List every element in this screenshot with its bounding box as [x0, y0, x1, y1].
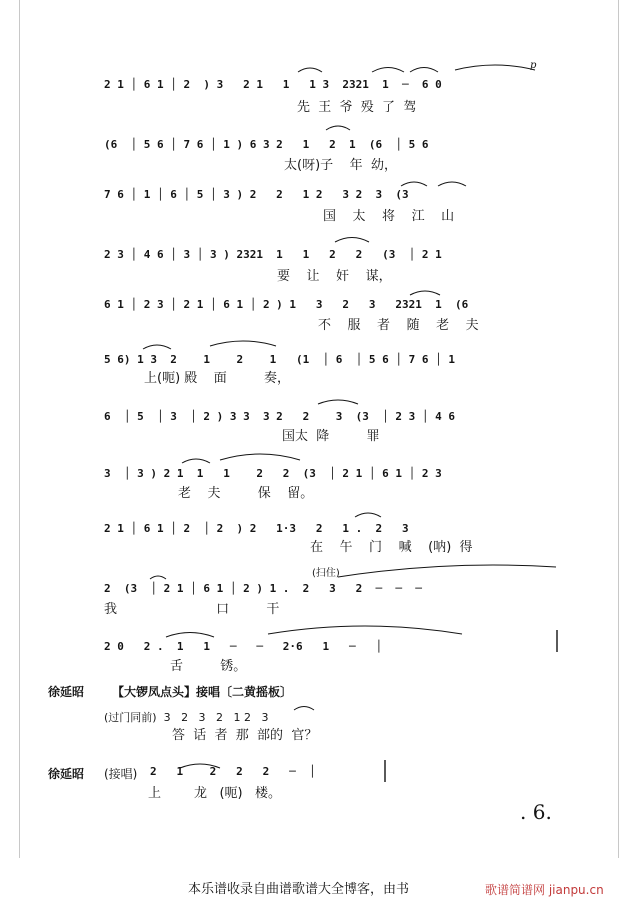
notation-row: (6 │ 5 6 │ 7 6 │ 1 ) 6 3 2 1 2 1 (6 │ 5 6: [104, 138, 429, 151]
dynamic-mark: p: [530, 60, 537, 71]
notation-row: 2 1 │ 6 1 │ 2 ) 3 2 1 1 1 3 2321 1 ─ 6 0: [104, 78, 442, 91]
lyrics-row: 上 龙 (呃) 楼。: [148, 786, 281, 801]
notation-row: 3 │ 3 ) 2 1 1 1 2 2 (3 │ 2 1 │ 6 1 │ 2 3: [104, 467, 442, 480]
slur: [455, 65, 535, 70]
slur: [143, 345, 171, 349]
slur: [298, 68, 322, 72]
notation-row: 2 1 │ 6 1 │ 2 │ 2 ) 2 1·3 2 1 . 2 3: [104, 522, 409, 535]
line-instruction: (接唱): [104, 767, 138, 781]
slur: [150, 576, 166, 579]
slur: [166, 633, 214, 638]
slur: [410, 291, 440, 295]
slur: [410, 68, 438, 73]
slur: [335, 238, 369, 243]
notation-row: 2 1 2 2 2 ─ │: [150, 765, 316, 778]
section-instruction: 【大锣凤点头】接唱〔二黄摇板〕: [112, 685, 293, 699]
slur: [338, 565, 556, 577]
notation-row: 7 6 │ 1 │ 6 │ 5 │ 3 ) 2 2 1 2 3 2 3 (3: [104, 188, 409, 201]
footer-text: 本乐谱收录自曲谱歌谱大全博客，由书: [188, 882, 410, 897]
lyrics-row: 上(呃) 殿 面 奏，: [144, 371, 290, 386]
notation-row: 5 6) 1 3 2 1 2 1 (1 │ 6 │ 5 6 │ 7 6 │ 1: [104, 353, 455, 366]
lyrics-row: 要 让 奸 谋，: [277, 269, 392, 284]
slur: [372, 68, 404, 73]
lyrics-row: 国 太 将 江 山: [323, 209, 455, 224]
lyrics-row: 我 口 干: [104, 602, 280, 617]
slur: [180, 764, 220, 768]
slur: [355, 513, 381, 517]
notation-row: (过门同前) 3 2 3 2 1 2 3: [104, 711, 269, 724]
lyrics-row: 老 夫 保 留。: [178, 486, 314, 501]
slur: [210, 341, 276, 346]
notation-row: 2 3 │ 4 6 │ 3 │ 3 ) 2321 1 1 2 2 (3 │ 2 1: [104, 248, 442, 261]
notation-row: 2 0 2 . 1 1 ─ ─ 2·6 1 ─ │: [104, 640, 383, 653]
slur: [268, 626, 462, 634]
lyrics-row: 不 服 者 随 老 夫: [318, 318, 479, 333]
slur: [401, 182, 427, 186]
lyrics-row: 国太 降 罪: [282, 429, 380, 444]
slur: [220, 454, 300, 460]
notation-row: 6 │ 5 │ 3 │ 2 ) 3 3 3 2 2 3 (3 │ 2 3 │ 4 6: [104, 410, 455, 423]
lyrics-row: 在 午 门 喊 (呐) 得: [310, 540, 473, 555]
lyrics-row: 舌 锈。: [170, 659, 247, 674]
slur: [318, 400, 358, 404]
page-number: . 6.: [520, 800, 552, 824]
lyrics-row: 太(呀)子 年 幼，: [284, 158, 397, 173]
slur: [294, 707, 314, 711]
lyrics-row: 先 王 爷 殁 了 驾: [297, 100, 417, 115]
notation-row: 2 (3 │ 2 1 │ 6 1 │ 2 ) 1 . 2 3 2 ─ ─ ─: [104, 582, 422, 595]
performance-annotation: (扫住): [312, 568, 340, 579]
notation-row: 6 1 │ 2 3 │ 2 1 │ 6 1 │ 2 ) 1 3 2 3 2321 1 (6: [104, 298, 469, 311]
watermark: 歌谱简谱网 jianpu.cn: [485, 883, 604, 897]
slur: [182, 459, 210, 463]
singer-label: 徐延昭: [48, 685, 85, 699]
slur: [326, 126, 350, 130]
singer-label: 徐延昭: [48, 767, 85, 781]
slur: [438, 182, 466, 186]
lyrics-row: 答 话 者 那 部的 官？: [172, 728, 318, 743]
